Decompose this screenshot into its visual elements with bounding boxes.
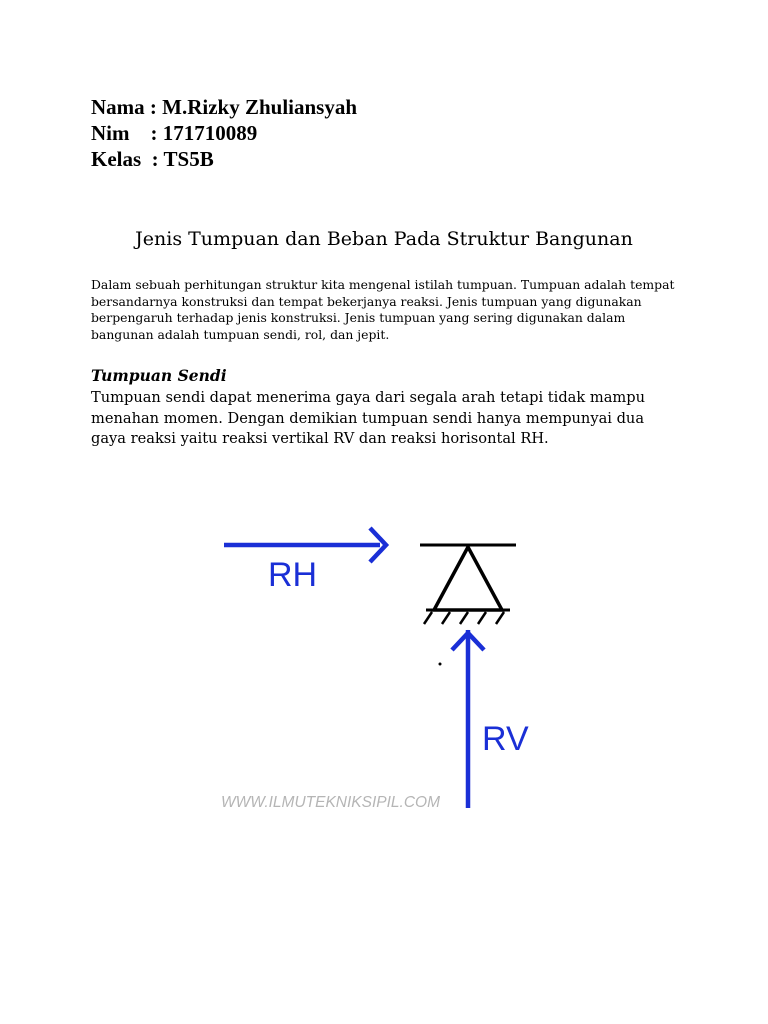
intro-paragraph: Dalam sebuah perhitungan struktur kita mengenal istilah tumpuan. Tumpuan adalah tempat bersandarnya konstruksi dan tempat bekerjanya reaksi. Jenis tumpuan yang digunakan berpengaruh terhadap jenis konstruksi. Jenis tumpuan yang sering digunakan dalam bangunan adalah tumpuan sendi, rol, dan jepit. xyxy=(91,277,675,342)
rv-label: RV xyxy=(482,720,529,758)
student-name: Nama : M.Rizky Zhuliansyah xyxy=(91,95,358,119)
document-title: Jenis Tumpuan dan Beban Pada Struktur Bangunan xyxy=(135,228,633,250)
pin-support-diagram xyxy=(210,498,540,818)
rv-arrow xyxy=(452,630,484,808)
section-body: Tumpuan sendi dapat menerima gaya dari segala arah tetapi tidak mampu menahan momen. Dengan demikian tumpuan sendi hanya mempunyai dua gaya reaksi yaitu reaksi vertikal RV dan reaksi horisontal RH. xyxy=(91,389,645,447)
student-info xyxy=(91,94,357,172)
section-heading: Tumpuan Sendi xyxy=(91,366,227,385)
watermark-text: WWW.ILMUTEKNIKSIPIL.COM xyxy=(221,794,441,811)
student-id: Nim : 171710089 xyxy=(91,121,258,145)
rh-label: RH xyxy=(268,556,318,594)
student-class: Kelas : TS5B xyxy=(91,147,214,171)
